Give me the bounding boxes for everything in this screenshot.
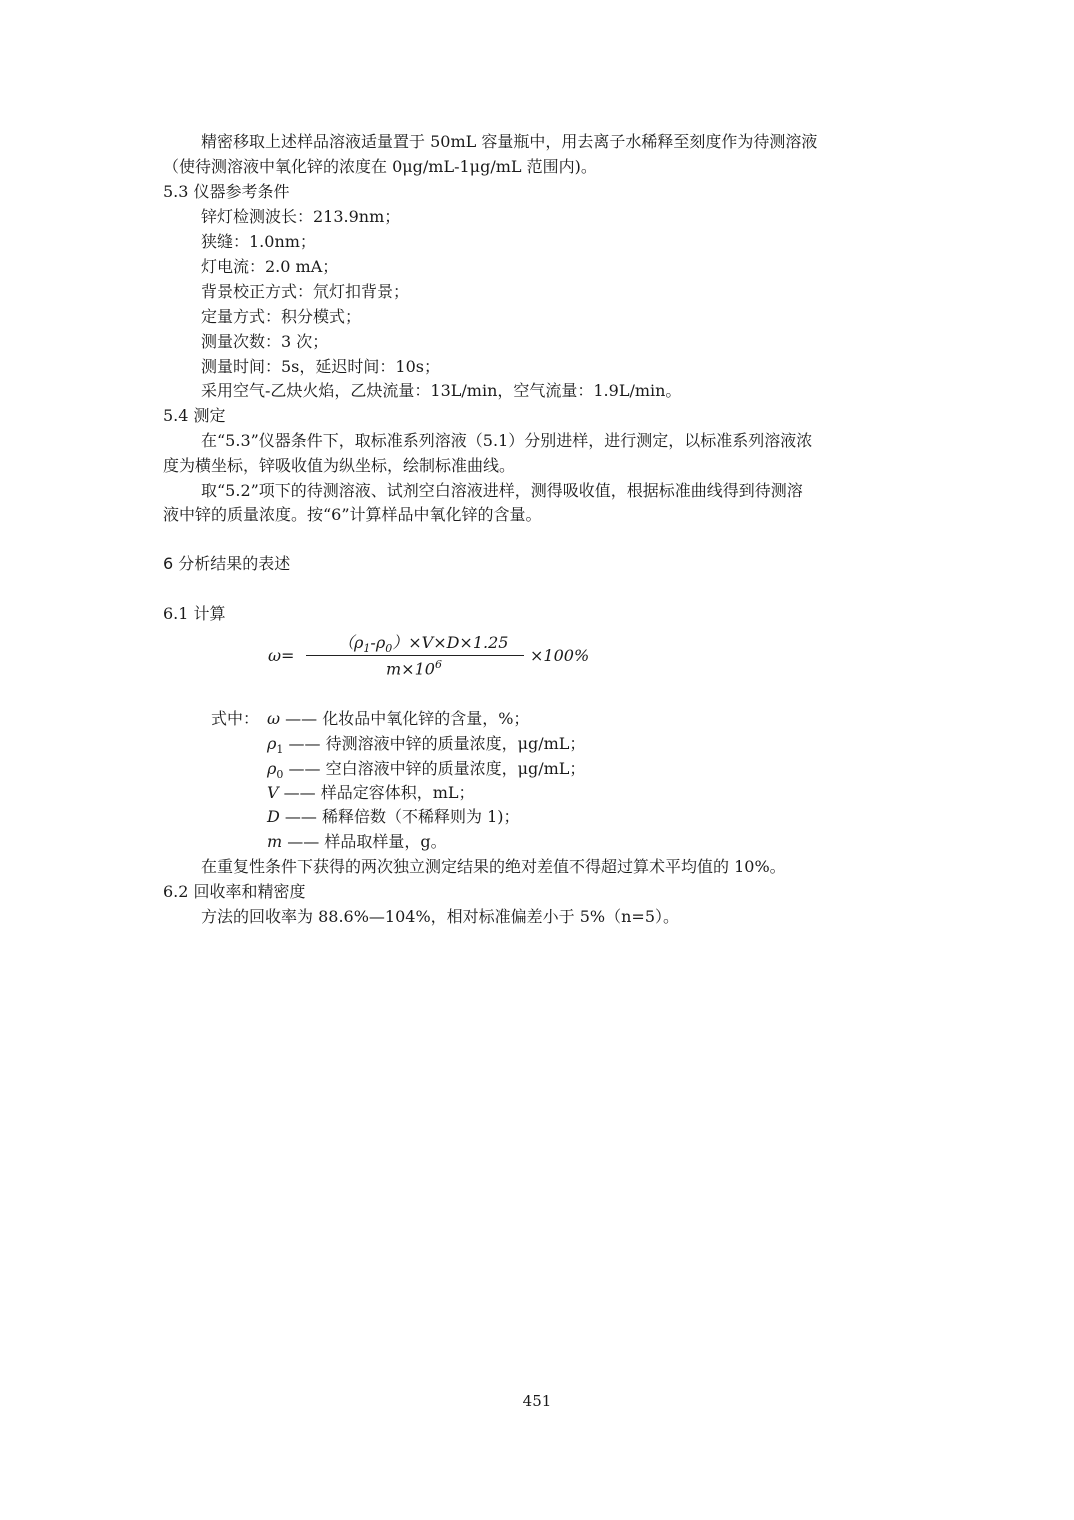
section-heading-6: 6 分析结果的表述 <box>163 554 291 573</box>
condition-line: 测量次数：3 次； <box>201 332 329 351</box>
section-heading-5-3: 5.3 仪器参考条件 <box>163 182 290 201</box>
paragraph-line: 度为横坐标，锌吸收值为纵坐标，绘制标准曲线。 <box>163 456 516 475</box>
paragraph-line: 方法的回收率为 88.6%—104%，相对标准偏差小于 5%（n=5）。 <box>201 907 680 926</box>
paragraph-line: 在“5.3”仪器条件下，取标准系列溶液（5.1）分别进样，进行测定，以标准系列溶液浓 <box>201 431 813 450</box>
condition-line: 背景校正方式：氘灯扣背景； <box>201 282 410 301</box>
paragraph-line: 液中锌的质量浓度。按“6”计算样品中氧化锌的含量。 <box>163 505 542 524</box>
condition-line: 狭缝：1.0nm； <box>201 232 316 251</box>
condition-line: 锌灯检测波长：213.9nm； <box>201 207 401 226</box>
condition-line: 灯电流：2.0 mA； <box>201 257 339 276</box>
definition-item: $\rho_1$ —— 待测溶液中锌的质量浓度，μg/mL； <box>267 734 586 757</box>
definition-item: V —— 样品定容体积，mL； <box>267 783 475 802</box>
section-heading-6-2: 6.2 回收率和精密度 <box>163 882 306 901</box>
formula-multiplier: ×100% <box>530 646 590 665</box>
definition-item: m —— 样品取样量，g。 <box>267 832 447 851</box>
formula <box>268 628 608 684</box>
formula-numerator: $(\rho_1-\rho_0)\times V\times D\times 1.25$ <box>338 633 509 656</box>
condition-line: 定量方式：积分模式； <box>201 307 362 326</box>
paragraph-line: 取“5.2”项下的待测溶液、试剂空白溶液进样，测得吸收值，根据标准曲线得到待测溶 <box>201 481 803 500</box>
paragraph-line: 精密移取上述样品溶液适量置于 50mL 容量瓶中，用去离子水稀释至刻度作为待测溶液 <box>201 132 818 151</box>
section-heading-5-4: 5.4 测定 <box>163 406 226 425</box>
paragraph-line: 在重复性条件下获得的两次独立测定结果的绝对差值不得超过算术平均值的 10%。 <box>201 857 786 876</box>
formula-lhs: ω= <box>268 646 295 665</box>
definition-item: ω —— 化妆品中氧化锌的含量，%； <box>267 709 530 728</box>
paragraph-line: （使待测溶液中氧化锌的浓度在 0μg/mL-1μg/mL 范围内)。 <box>163 157 597 176</box>
formula-denominator: $m\times 10^6$ <box>386 658 442 679</box>
definition-intro: 式中： <box>211 709 260 728</box>
condition-line: 采用空气-乙炔火焰，乙炔流量：13L/min，空气流量：1.9L/min。 <box>201 381 682 400</box>
definition-item: D —— 稀释倍数（不稀释则为 1)； <box>267 807 520 826</box>
definition-item: $\rho_0$ —— 空白溶液中锌的质量浓度，μg/mL； <box>267 759 586 782</box>
condition-line: 测量时间：5s，延迟时间：10s； <box>201 357 440 376</box>
fraction-bar <box>306 655 524 656</box>
page-number: 451 <box>522 1392 552 1410</box>
section-heading-6-1: 6.1 计算 <box>163 604 226 623</box>
